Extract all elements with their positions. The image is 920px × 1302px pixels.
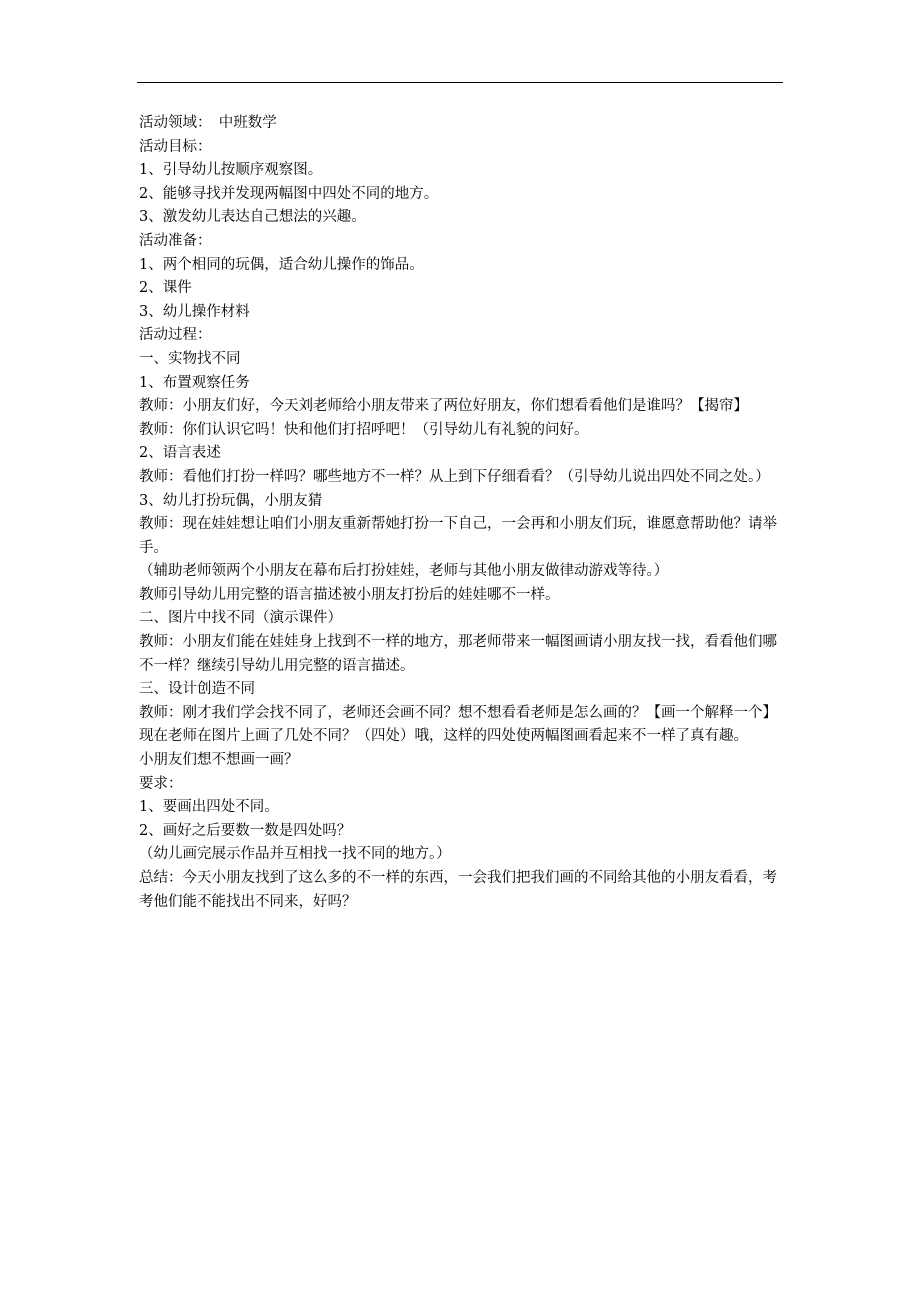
step-heading: 1、布置观察任务 (139, 374, 250, 391)
paragraph: 教师：看他们打扮一样吗？哪些地方不一样？从上到下仔细看看？（引导幼儿说出四处不同之处。） (139, 468, 770, 485)
paragraph: （幼儿画完展示作品并互相找一找不同的地方。） (139, 846, 451, 863)
goal-item: 2、能够寻找并发现两幅图中四处不同的地方。 (139, 185, 439, 202)
requirement-item: 1、要画出四处不同。 (139, 799, 279, 816)
goal-item: 1、引导幼儿按顺序观察图。 (139, 162, 323, 179)
preparation-item: 3、幼儿操作材料 (139, 303, 250, 320)
paragraph: 小朋友们想不想画一画？ (139, 752, 299, 769)
paragraph: 教师：刚才我们学会找不同了，老师还会画不同？想不想看看老师是怎么画的？【画一个解释一个】现在老师在图片上画了几处不同？（四处）哦，这样的四处使两幅图画看起来不一样了真有趣。 (139, 704, 777, 745)
preparation-item: 2、课件 (139, 280, 192, 297)
preparation-item: 1、两个相同的玩偶，适合幼儿操作的饰品。 (139, 256, 424, 273)
requirements-heading: 要求： (139, 775, 183, 792)
section-heading: 二、图片中找不同（演示课件） (139, 610, 342, 627)
goals-heading: 活动目标： (139, 138, 212, 155)
activity-domain: 活动领域： 中班数学 (139, 115, 277, 131)
step-heading: 2、语言表述 (139, 445, 221, 462)
paragraph: 教师引导幼儿用完整的语言描述被小朋友打扮后的娃娃哪不一样。 (139, 586, 560, 603)
paragraph: 教师：现在娃娃想让咱们小朋友重新帮她打扮一下自己，一会再和小朋友们玩，谁愿意帮助他？请举手。 (139, 516, 777, 556)
paragraph: 教师：小朋友们能在娃娃身上找到不一样的地方，那老师带来一幅图画请小朋友找一找，看看他们哪不一样？继续引导幼儿用完整的语言描述。 (139, 634, 777, 674)
process-heading: 活动过程： (139, 327, 212, 344)
preparation-heading: 活动准备： (139, 232, 212, 249)
summary-paragraph: 总结：今天小朋友找到了这么多的不一样的东西，一会我们把我们画的不同给其他的小朋友看看，考考他们能不能找出不同来，好吗？ (139, 870, 777, 910)
paragraph: （辅助老师领两个小朋友在幕布后打扮娃娃，老师与其他小朋友做律动游戏等待。） (139, 563, 669, 580)
paragraph: 教师：你们认识它吗！快和他们打招呼吧！（引导幼儿有礼貌的问好。 (139, 421, 589, 438)
document-body (139, 112, 783, 914)
step-heading: 3、幼儿打扮玩偶，小朋友猜 (139, 492, 323, 509)
section-heading: 一、实物找不同 (139, 350, 241, 367)
section-heading: 三、设计创造不同 (139, 681, 255, 698)
header-rule (137, 82, 783, 83)
paragraph: 教师：小朋友们好，今天刘老师给小朋友带来了两位好朋友，你们想看看他们是谁吗？【揭帘】 (139, 398, 748, 415)
requirement-item: 2、画好之后要数一数是四处吗？ (139, 822, 352, 839)
goal-item: 3、激发幼儿表达自己想法的兴趣。 (139, 209, 366, 226)
